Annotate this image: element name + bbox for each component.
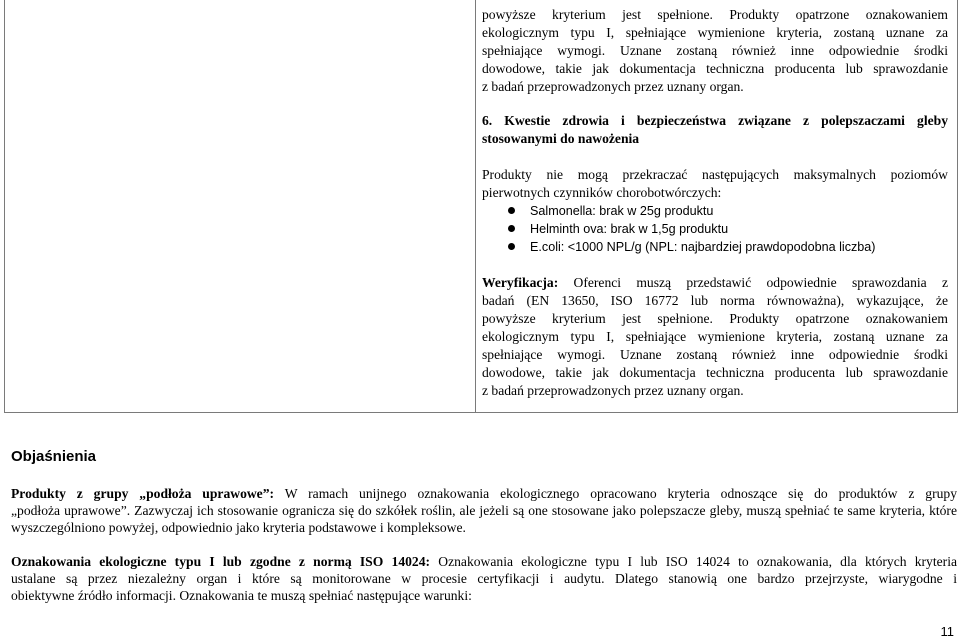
verification-line: ekologicznym typu I, spełniające wymienione kryteria, zostaną uznane za <box>482 329 948 344</box>
table-column-divider <box>475 0 476 412</box>
text-line: spełniające wymogi. Uznane zostaną również inne odpowiednie środki <box>482 43 948 58</box>
intro-text-cont: pierwotnych czynników chorobotwórczych: <box>482 185 722 200</box>
paragraph-text: ustalane są przez niezależny organ i które są monitorowane w procesie certyfikacji i audytu. Dlatego stanowią one bardzo przejrzyste, wiarygodne i <box>11 571 957 586</box>
intro-text: Produkty nie mogą przekraczać następujących maksymalnych poziomów <box>482 167 948 182</box>
list-item: Salmonella: brak w 25g produktu <box>508 202 948 220</box>
text-line: z badań przeprowadzonych przez uznany organ. <box>482 79 744 94</box>
paragraph-text: obiektywne źródło informacji. Oznakowania te muszą spełniać następujące warunki: <box>11 588 472 603</box>
bullet-icon <box>508 225 515 232</box>
paragraph-text: „podłoża uprawowe”. Zazwyczaj ich stosowanie ogranicza się do szkółek roślin, ale jeżeli są one stosowane jako polepszacze gleby, muszą spełniać te same kryteria, które wyszczególniono powyżej, odpowiednio jako kryteria podstawowe i kompleksowe. <box>11 503 957 535</box>
term-label: Oznakowania ekologiczne typu I lub zgodne z normą ISO 14024: <box>11 554 431 569</box>
verification-line: powyższe kryterium jest spełnione. Produkty opatrzone oznakowaniem <box>482 311 948 326</box>
verification-line: dowodowe, takie jak dokumentacja techniczna producenta lub sprawozdanie <box>482 365 948 380</box>
section-title: 6. Kwestie zdrowia i bezpieczeństwa związane z polepszaczami gleby <box>482 113 948 128</box>
text-line: powyższe kryterium jest spełnione. Produkty opatrzone oznakowaniem <box>482 7 948 22</box>
text-line: ekologicznym typu I, spełniające wymienione kryteria, zostaną uznane za <box>482 25 948 40</box>
list-item: E.coli: <1000 NPL/g (NPL: najbardziej prawdopodobna liczba) <box>508 238 948 256</box>
bullet-icon <box>508 243 515 250</box>
verification-label: Weryfikacja: <box>482 275 559 290</box>
pathogen-list <box>482 202 948 256</box>
section-6 <box>482 112 948 400</box>
verification-line: z badań przeprowadzonych przez uznany organ. <box>482 383 744 398</box>
verification-line: spełniające wymogi. Uznane zostaną również inne odpowiednie środki <box>482 347 948 362</box>
explanation-growing-media: Produkty z grupy „podłoża uprawowe”: W ramach unijnego oznakowania ekologicznego opracowano kryteria odnoszące się do produktów z grupy „podłoża uprawowe”. Zazwyczaj ich stosowanie ogranicza się do szkółek roślin, ale jeżeli są one stosowane jako polepszacze gleby, muszą spełniać te same kryteria, które wyszczególniono powyżej, odpowiednio jako kryteria podstawowe i kompleksowe. <box>11 486 958 535</box>
table-cell-top <box>482 6 948 96</box>
explanation-ecolabels: Oznakowania ekologiczne typu I lub zgodne z normą ISO 14024: Oznakowania ekologiczne typu I lub ISO 14024 to oznakowania, dla których kryteria ustalane są przez niezależny organ i które są monitorowane w procesie certyfikacji i audytu. Dlatego stanowią one bardzo przejrzyste, wiarygodne i obiektywne źródło informacji. Oznakowania te muszą spełniać następujące warunki: <box>11 554 958 603</box>
verification-line: badań (EN 13650, ISO 16772 lub norma równoważna), wykazujące, że <box>482 293 948 308</box>
bullet-icon <box>508 207 515 214</box>
page-number: 11 <box>940 624 954 639</box>
text-line: dowodowe, takie jak dokumentacja techniczna producenta lub sprawozdanie <box>482 61 948 76</box>
verification-line: Weryfikacja: Oferenci muszą przedstawić odpowiednie sprawozdania z <box>482 275 948 290</box>
term-label: Produkty z grupy „podłoża uprawowe”: <box>11 486 275 501</box>
explanations-heading: Objaśnienia <box>11 448 97 465</box>
section-title-cont: stosowanymi do nawożenia <box>482 131 640 146</box>
list-item: Helminth ova: brak w 1,5g produktu <box>508 220 948 238</box>
